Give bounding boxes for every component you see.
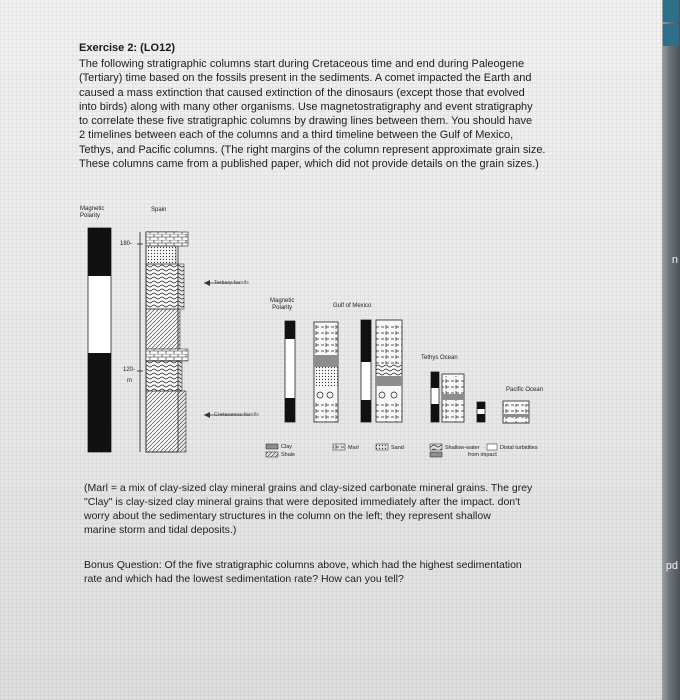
legend-distal-turbidites: Distal turbidites <box>500 445 538 451</box>
legend-sand: Sand <box>391 445 404 451</box>
marl-note-paragraph <box>84 481 574 537</box>
note-line: marine storm and tidal deposits.) <box>84 524 237 536</box>
intro-line: Tethys, and Pacific columns. (The right margins of the column represent approximate grain size. <box>79 143 546 156</box>
spain-label: Spain <box>151 207 167 213</box>
polarity-label-line: Magnetic <box>270 298 295 304</box>
note-line: "Clay" is clay-sized clay mineral grains that were deposited immediately after the impact. don't <box>84 496 521 508</box>
intro-line: 2 timelines between each of the columns and a third timeline between the Gulf of Mexico, <box>79 129 514 142</box>
gulf-of-mexico-column <box>314 322 338 422</box>
window-edge-text: pd <box>665 560 678 572</box>
polarity-label-mid <box>270 298 294 312</box>
legend-marl: Marl <box>348 445 359 451</box>
intro-line: (Tertiary) time based on the fossils present in the sediments. A comet impacted the Earth and <box>79 72 532 85</box>
polarity-column-gulf <box>285 321 295 422</box>
polarity-label-line: Polarity <box>272 305 293 311</box>
intro-line: into birds) along with many other organisms. Use magnetostratigraphy and event stratigraphy <box>79 100 533 113</box>
legend-shallow: Shallow-water <box>445 445 480 451</box>
gulf-of-mexico-label: Gulf of Mexico <box>333 303 372 309</box>
scale-180-label: 180- <box>120 241 133 247</box>
legend-from-impact: from impact <box>468 452 497 458</box>
tertiary-fossils-label: Tertiary fossils <box>214 280 249 286</box>
polarity-label-left <box>80 206 104 220</box>
pacific-ocean-label: Pacific Ocean <box>506 387 544 393</box>
bonus-line: rate and which had the lowest sedimentation rate? How can you tell? <box>84 573 404 585</box>
bonus-line: Bonus Question: Of the five stratigraphic columns above, which had the highest sedimentation <box>84 559 522 571</box>
note-line: (Marl = a mix of clay-sized clay mineral grains and clay-sized carbonate mineral grains. The grey <box>84 482 533 494</box>
polarity-label-line: Magnetic <box>80 206 105 212</box>
exercise-title: Exercise 2: (LO12) <box>79 42 175 54</box>
note-line: worry about the sedimentary structures in the column on the left; they represent shallow <box>84 510 491 522</box>
intro-line: to correlate these five stratigraphic columns by drawing lines between them. You should have <box>79 115 533 128</box>
scale-120-label: 120- <box>123 367 136 373</box>
pacific-column <box>477 401 529 423</box>
spain-column <box>137 232 188 452</box>
scale-unit-label: m <box>127 378 132 384</box>
tethys-column <box>431 372 464 422</box>
bonus-question <box>84 558 574 586</box>
intro-line: These columns came from a published paper, which did not provide details on the grain sizes.) <box>79 158 539 171</box>
polarity-column-spain <box>88 228 111 452</box>
gulf-second-column <box>376 320 402 422</box>
tethys-ocean-label: Tethys Ocean <box>421 355 458 361</box>
polarity-label-line: Polarity <box>80 213 101 219</box>
legend-clay: Clay <box>281 444 293 450</box>
intro-line: caused a mass extinction that caused extinction of the dinosaurs (except those that evolved <box>79 86 525 99</box>
legend-shale: Shale <box>281 452 296 458</box>
gulf-polarity-strip <box>361 320 371 422</box>
intro-line: The following stratigraphic columns start during Cretaceous time and end during Paleogene <box>79 58 525 70</box>
cretaceous-fossils-label: Cretaceous fossils <box>214 412 259 418</box>
window-edge-text: n <box>671 254 678 266</box>
